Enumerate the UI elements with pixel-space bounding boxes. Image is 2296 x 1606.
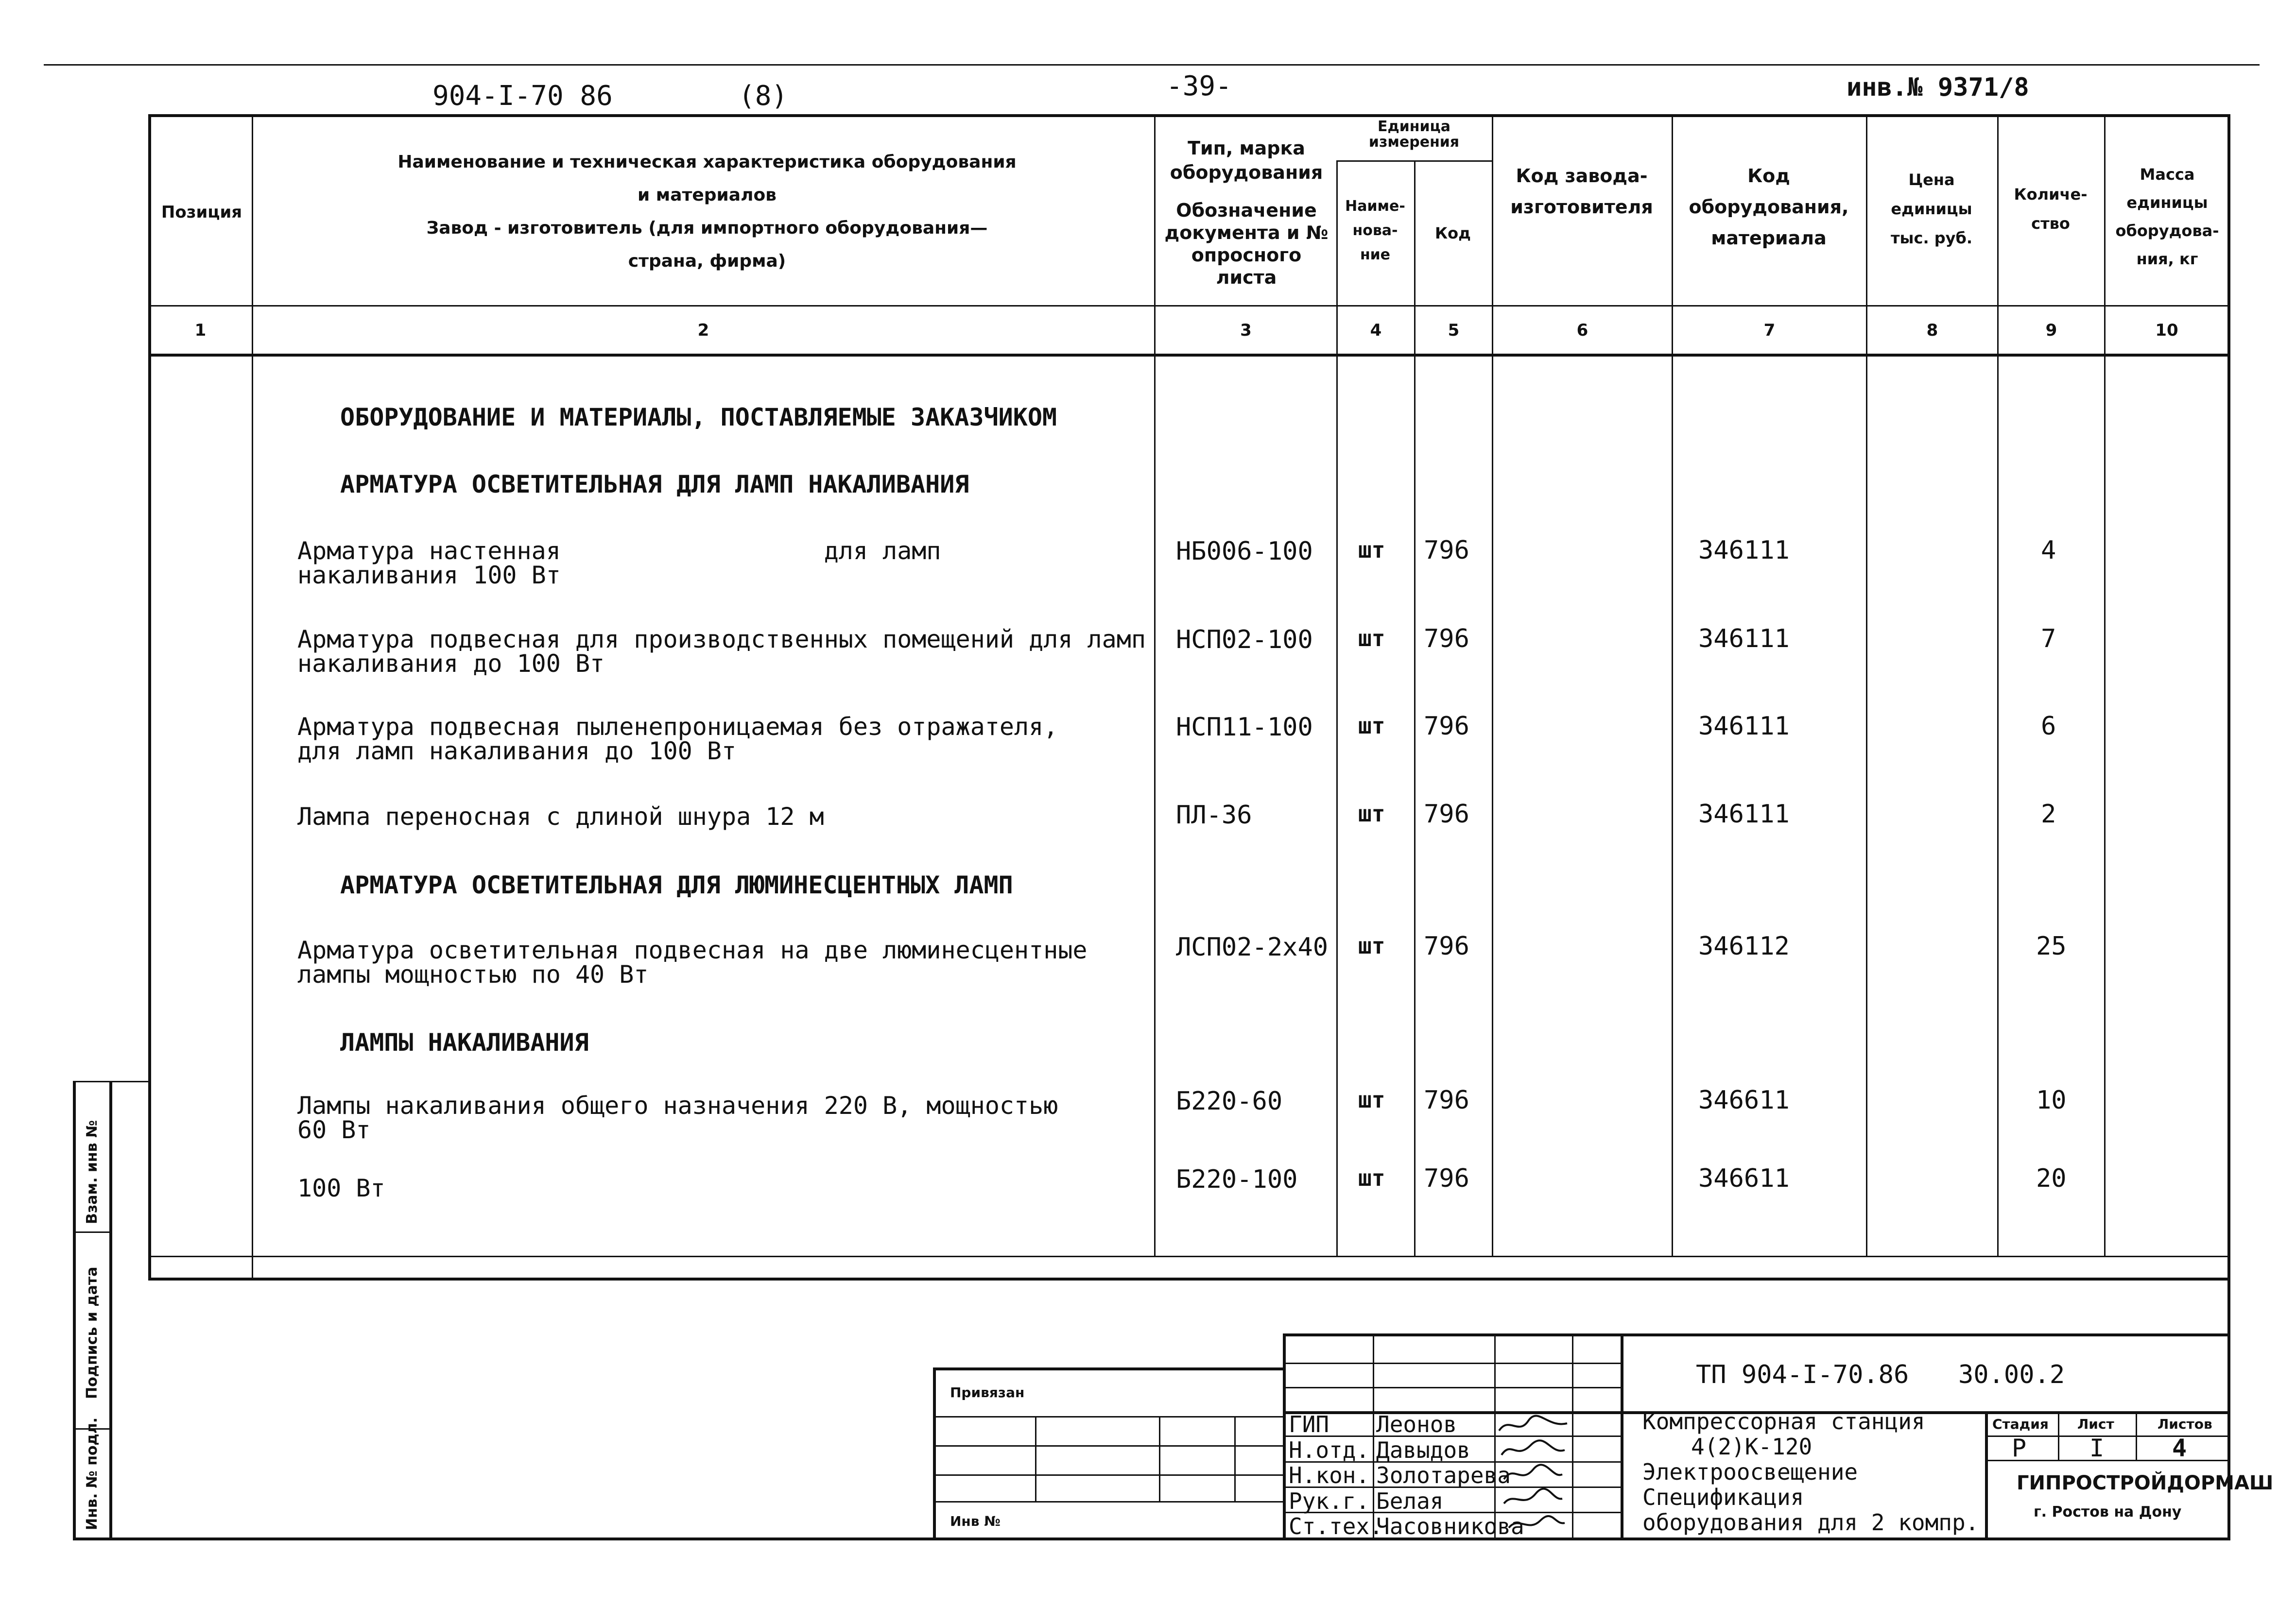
item-type: НСП11-100 [1176, 713, 1313, 742]
listov-label: Листов [2158, 1416, 2212, 1432]
item-material-code: 346611 [1698, 1086, 1790, 1115]
col-num-4: 4 [1370, 321, 1382, 340]
item-quantity: 20 [2036, 1164, 2067, 1193]
side-box-line-1 [73, 1231, 111, 1233]
col-line-5 [1492, 114, 1493, 1256]
header-factory-code: Код завода-изготовителя [1510, 165, 1653, 218]
role-gip: ГИП [1289, 1411, 1329, 1437]
item-name-line-2: накаливания 100 Вт [297, 561, 561, 589]
stamp-title-line-1: Компрессорная станция [1642, 1408, 1925, 1435]
item-name-line-1: Арматура подвесная для производственных помещений для ламп [297, 625, 1146, 653]
stamp-title-line-3: Электроосвещение [1642, 1459, 1858, 1485]
col-line-1 [252, 114, 253, 1278]
item-type: ПЛ-36 [1176, 801, 1252, 830]
binding-row-line [933, 1416, 1283, 1418]
col-line-9 [2104, 114, 2106, 1256]
side-box-top [73, 1081, 151, 1082]
header-material-code: Код оборудования, материала [1689, 165, 1849, 249]
binding-col-line [1159, 1416, 1160, 1501]
item-unit: шт [1358, 713, 1385, 739]
header-name-line-4: страна, фирма) [628, 251, 786, 271]
org-city: г. Ростов на Дону [2034, 1503, 2182, 1521]
signatures [1494, 1411, 1572, 1535]
name-davydov: Давыдов [1376, 1437, 1470, 1463]
stamp-sheet-code: 30.00.2 [1958, 1360, 2065, 1389]
inventory-number: инв.№ 9371/8 [1847, 73, 2029, 102]
header-unit-name: Наиме-нова-ние [1345, 198, 1405, 263]
item-type: НСП02-100 [1176, 625, 1313, 654]
title-col-line [1621, 1333, 1623, 1538]
side-strip-right [109, 1081, 112, 1538]
item-quantity: 7 [2041, 624, 2056, 653]
item-quantity: 6 [2041, 712, 2056, 741]
table-bottom-line-2 [148, 1278, 2228, 1281]
col-line-6 [1672, 114, 1673, 1256]
item-material-code: 346111 [1698, 624, 1790, 653]
stage-col-line [2136, 1411, 2137, 1460]
series-number: (8) [739, 80, 788, 112]
item-quantity: 2 [2041, 800, 2056, 829]
section-incandescent-lamps: ЛАМПЫ НАКАЛИВАНИЯ [340, 1028, 589, 1057]
stamp-title-line-2: 4(2)К-120 [1691, 1434, 1813, 1460]
item-unit: шт [1358, 625, 1385, 651]
item-unit-code: 796 [1424, 1164, 1469, 1193]
col-num-5: 5 [1448, 321, 1460, 340]
item-name-line-2: лампы мощностью по 40 Вт [297, 960, 649, 989]
item-unit: шт [1358, 933, 1385, 959]
header-unit-code: Код [1435, 224, 1471, 242]
item-material-code: 346611 [1698, 1164, 1790, 1193]
binding-col-line [1234, 1416, 1236, 1501]
colnum-bottom-line [148, 354, 2228, 357]
stage-value: Р [2012, 1434, 2027, 1462]
stamp-title-line-4: Спецификация [1642, 1484, 1804, 1510]
section-incandescent-fittings: АРМАТУРА ОСВЕТИТЕЛЬНАЯ ДЛЯ ЛАМП НАКАЛИВАНИЯ [340, 470, 969, 498]
item-quantity: 4 [2041, 536, 2056, 565]
stage-label: Стадия [1992, 1416, 2049, 1432]
col-line-2 [1154, 114, 1156, 1256]
frame-top [44, 64, 2260, 66]
header-designation: Обозначение документа и № опросного листа [1164, 200, 1329, 288]
item-name-line-2: 60 Вт [297, 1116, 371, 1144]
unit-group-line [1336, 160, 1492, 162]
table-bottom-line [148, 1256, 2228, 1257]
role-design-head: Н.кон. [1289, 1462, 1370, 1488]
item-unit-code: 796 [1424, 932, 1469, 961]
side-label-replaced-inv: Взам. инв № [84, 1120, 101, 1224]
item-name-line-1: Арматура осветительная подвесная на две люминесцентные [297, 936, 1088, 964]
binding-block-left [933, 1367, 936, 1540]
item-name-line-1: Лампы накаливания общего назначения 220 В, мощностью [297, 1092, 1058, 1120]
col-num-10: 10 [2155, 321, 2178, 340]
item-material-code: 346112 [1698, 932, 1790, 961]
binding-block-top [933, 1367, 1283, 1370]
item-unit: шт [1358, 1165, 1385, 1191]
title-row-line [1283, 1363, 1621, 1364]
header-name-line-1: Наименование и техническая характеристика оборудования [397, 152, 1017, 172]
name-belaya: Белая [1376, 1488, 1444, 1514]
binding-row-line [933, 1474, 1283, 1476]
item-type: Б220-60 [1176, 1087, 1283, 1116]
col-num-2: 2 [697, 321, 709, 340]
col-line-8 [1997, 114, 1999, 1256]
binding-row-line [933, 1501, 1283, 1503]
item-type: НБ006-100 [1176, 537, 1313, 566]
header-quantity: Количе-ство [2014, 185, 2088, 233]
item-type: Б220-100 [1176, 1165, 1298, 1194]
item-unit: шт [1358, 1087, 1385, 1113]
list-label: Лист [2077, 1416, 2114, 1432]
col-num-6: 6 [1576, 321, 1588, 340]
header-type: Тип, марка оборудования [1170, 137, 1323, 183]
item-material-code: 346111 [1698, 536, 1790, 565]
item-name-line-1: Лампа переносная с длиной шнура 12 м [297, 803, 824, 831]
stamp-code: ТП 904-I-70.86 [1696, 1360, 1909, 1389]
col-num-9: 9 [2045, 321, 2057, 340]
item-name-line-1: 100 Вт [297, 1174, 385, 1202]
stamp-title [1642, 1409, 1979, 1535]
role-group-head: Рук.г. [1289, 1488, 1370, 1514]
stage-col-line [2058, 1411, 2059, 1460]
item-unit: шт [1358, 537, 1385, 563]
page-number: -39- [1166, 70, 1232, 102]
name-zolotareva: Золотарева [1376, 1462, 1511, 1488]
item-unit-code: 796 [1424, 624, 1469, 653]
name-chasovnikova: Часовникова [1376, 1513, 1524, 1539]
header-name-line-2: и материалов [638, 185, 777, 205]
col-num-1: 1 [194, 321, 207, 340]
stamp-title-line-5: оборудования для 2 компр. [1642, 1509, 1979, 1536]
item-unit-code: 796 [1424, 800, 1469, 829]
binding-row-line [933, 1445, 1283, 1447]
role-senior-tech: Ст.тех. [1289, 1513, 1383, 1539]
header-mass: Масса единицы оборудова-ния, кг [2115, 165, 2219, 268]
table-left-border [148, 114, 151, 1278]
org-name: ГИПРОСТРОЙДОРМАШ [2017, 1472, 2274, 1494]
frame-left [73, 1081, 76, 1538]
col-num-8: 8 [1926, 321, 1938, 340]
item-unit-code: 796 [1424, 1086, 1469, 1115]
title-row-line [1283, 1387, 1621, 1388]
list-value: I [2089, 1434, 2105, 1462]
item-name-line-1: Арматура подвесная пыленепроницаемая без отражателя, [297, 713, 1058, 741]
table-top-border [151, 114, 2230, 117]
binding-col-line [1035, 1416, 1036, 1501]
col-num-3: 3 [1240, 321, 1252, 340]
item-name-line-2: накаливания до 100 Вт [297, 649, 605, 678]
col-num-7: 7 [1763, 321, 1776, 340]
header-bottom-line [148, 305, 2228, 307]
item-name-line-2: для ламп накаливания до 100 Вт [297, 737, 737, 765]
item-quantity: 10 [2036, 1086, 2067, 1115]
item-material-code: 346111 [1698, 712, 1790, 741]
item-unit-code: 796 [1424, 712, 1469, 741]
item-type: ЛСП02-2х40 [1176, 933, 1329, 962]
stage-block-left [1985, 1411, 1988, 1538]
item-unit-code: 796 [1424, 536, 1469, 565]
item-material-code: 346111 [1698, 800, 1790, 829]
header-position: Позиция [161, 203, 242, 222]
section-customer-supplied: ОБОРУДОВАНИЕ И МАТЕРИАЛЫ, ПОСТАВЛЯЕМЫЕ ЗАКАЗЧИКОМ [340, 403, 1057, 431]
doc-code: 904-I-70 86 [432, 80, 613, 112]
header-name-line-3: Завод - изготовитель (для импортного оборудования— [426, 218, 988, 238]
binding-inv-label: Инв № [950, 1513, 1001, 1529]
title-block-top [1283, 1333, 2228, 1336]
item-name-line-1: Арматура настенная для ламп [297, 537, 941, 565]
col-line-7 [1866, 114, 1867, 1256]
role-dept-head: Н.отд. [1289, 1437, 1370, 1463]
frame-bottom [73, 1538, 2230, 1540]
item-quantity: 25 [2036, 932, 2067, 961]
section-fluorescent-fittings: АРМАТУРА ОСВЕТИТЕЛЬНАЯ ДЛЯ ЛЮМИНЕСЦЕНТНЫХ ЛАМП [340, 871, 1013, 899]
side-label-signature-date: Подпись и дата [84, 1266, 101, 1399]
header-unit-group: Единица измерения [1368, 118, 1460, 151]
binding-label: Привязан [950, 1384, 1025, 1401]
item-unit: шт [1358, 801, 1385, 827]
header-price: Цена единицы тыс. руб. [1890, 171, 1972, 247]
listov-value: 4 [2172, 1434, 2187, 1462]
name-leonov: Леонов [1376, 1411, 1457, 1437]
side-label-orig-inv: Инв. № подл. [84, 1417, 101, 1530]
header-name [272, 146, 1142, 278]
